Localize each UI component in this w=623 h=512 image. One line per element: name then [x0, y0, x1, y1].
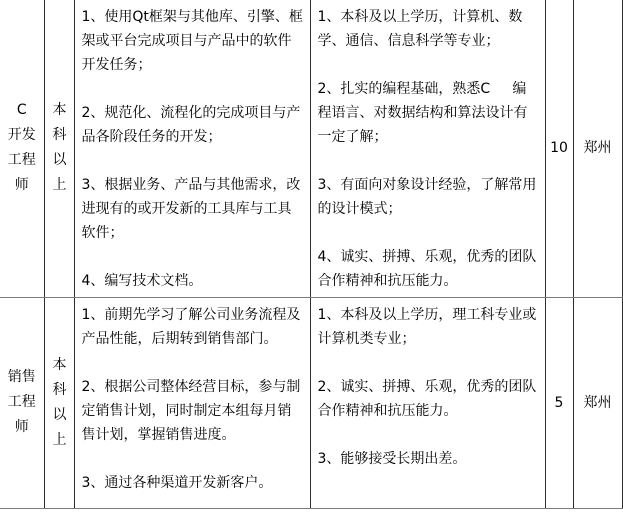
- job-row-sales-engineer: [0, 297, 622, 508]
- education-requirement: 本科以上: [52, 102, 67, 194]
- location-cell: [573, 0, 622, 297]
- requirement-item-3: 3、有面向对象设计经验，了解常用的设计模式；: [317, 177, 537, 217]
- headcount-cell: [545, 0, 573, 297]
- duty-item-3: 3、通过各种渠道开发新客户。: [81, 474, 273, 491]
- requirement-item-2: 2、诚实、拼搏、乐观，优秀的团队合作精神和抗压能力。: [317, 378, 537, 419]
- job-title-cell: [0, 297, 44, 508]
- education-cell: [44, 0, 74, 297]
- location-value: 郑州: [583, 394, 612, 411]
- education-cell: [44, 297, 74, 508]
- education-requirement: 本科以上: [52, 356, 67, 448]
- requirement-item-3: 3、能够接受长期出差。: [317, 450, 467, 467]
- requirement-item-1: 1、本科及以上学历，计算机、数学、通信、信息科学等专业；: [317, 9, 523, 49]
- duty-item-3: 3、根据业务、产品与其他需求，改进现有的或开发新的工具库与工具软件；: [81, 177, 301, 241]
- requirement-item-4: 4、诚实、拼搏、乐观，优秀的团队合作精神和抗压能力。: [317, 249, 537, 289]
- job-title: C 开发工程师: [7, 102, 41, 194]
- duty-item-2: 2、根据公司整体经营目标，参与制定销售计划，同时制定本组每月销售计划，掌握销售进度。: [81, 378, 301, 443]
- requirements-cell: [310, 297, 545, 508]
- location-cell: [573, 297, 622, 508]
- duties-cell: [74, 0, 310, 297]
- headcount-cell: [545, 297, 573, 508]
- duty-item-2: 2、规范化、流程化的完成项目与产品各阶段任务的开发；: [81, 105, 301, 145]
- requirement-item-1: 1、本科及以上学历，理工科专业或计算机类专业；: [317, 306, 537, 347]
- headcount-value: 5: [554, 394, 564, 411]
- duty-item-1: 1、前期先学习了解公司业务流程及产品性能，后期转到销售部门。: [81, 306, 301, 347]
- requirement-item-2: 2、扎实的编程基础，熟悉C 编程语言、对数据结构和算法设计有一定了解；: [317, 81, 528, 145]
- requirements-cell: [310, 0, 545, 297]
- location-value: 郑州: [583, 140, 612, 157]
- duty-item-4: 4、编写技术文档。: [81, 273, 203, 289]
- duty-item-1: 1、使用Qt框架与其他库、引擎、框架或平台完成项目与产品中的软件开发任务；: [81, 9, 303, 73]
- job-title-cell: [0, 0, 44, 297]
- job-title: 销售工程师: [7, 369, 36, 435]
- headcount-value: 10: [550, 140, 568, 157]
- duties-cell: [74, 297, 310, 508]
